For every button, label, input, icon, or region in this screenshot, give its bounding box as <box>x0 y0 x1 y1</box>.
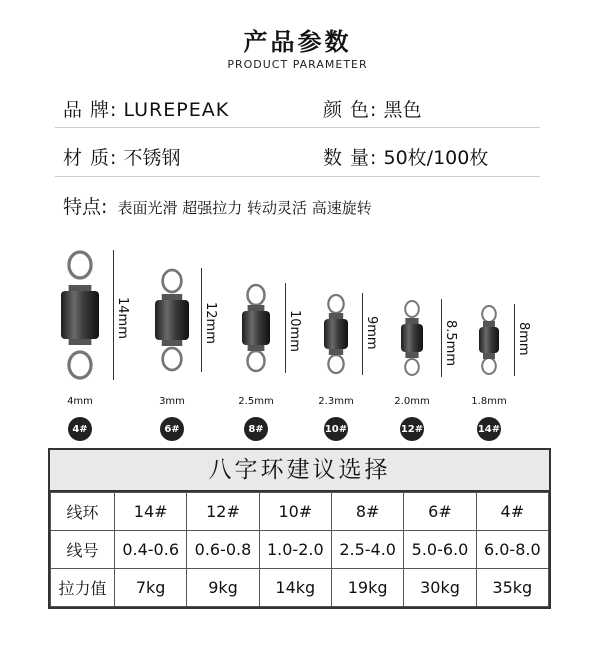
length-dimension-line <box>113 250 114 380</box>
size-badge: 6# <box>160 417 184 441</box>
table-cell: 14# <box>115 493 187 531</box>
length-label: 10mm <box>287 310 302 352</box>
length-label: 12mm <box>203 302 218 344</box>
row-label: 线号 <box>51 531 115 569</box>
size-badge: 10# <box>324 417 348 441</box>
table-cell: 19kg <box>331 569 403 607</box>
table-cell: 0.6-0.8 <box>187 531 259 569</box>
length-label: 8.5mm <box>443 320 458 367</box>
table-row <box>51 569 549 607</box>
table-cell: 10# <box>259 493 331 531</box>
swivel-image-6 <box>459 304 519 376</box>
length-dimension-line <box>201 268 202 372</box>
quantity-key: 数 量: <box>323 147 378 169</box>
table-row <box>51 531 549 569</box>
table-cell: 12# <box>187 493 259 531</box>
table-cell: 9kg <box>187 569 259 607</box>
row-label: 线环 <box>51 493 115 531</box>
table-cell: 0.4-0.6 <box>115 531 187 569</box>
table-cell: 14kg <box>259 569 331 607</box>
material-value: 不锈钢 <box>123 147 181 169</box>
material-key: 材 质: <box>63 147 118 169</box>
length-dimension-line <box>441 299 442 377</box>
length-dimension-line <box>362 293 363 375</box>
page-subtitle: PRODUCT PARAMETER <box>227 58 368 71</box>
width-label: 2.5mm <box>238 396 274 407</box>
width-label: 1.8mm <box>471 396 507 407</box>
table-cell: 7kg <box>115 569 187 607</box>
width-label: 3mm <box>159 396 185 407</box>
swivel-image-3 <box>226 283 286 373</box>
length-label: 14mm <box>115 297 130 339</box>
brand-value: LUREPEAK <box>123 99 230 121</box>
table-cell: 30kg <box>404 569 476 607</box>
length-dimension-line <box>514 304 515 376</box>
table-cell: 4# <box>476 493 548 531</box>
row-label: 拉力值 <box>51 569 115 607</box>
table-row <box>51 493 549 531</box>
color-value: 黑色 <box>383 99 422 121</box>
swivel-image-5 <box>382 299 442 377</box>
color-param <box>323 95 422 122</box>
width-label: 2.3mm <box>318 396 354 407</box>
length-dimension-line <box>285 283 286 373</box>
divider-1 <box>55 127 540 128</box>
quantity-param <box>323 143 488 170</box>
swivel-image-2 <box>142 268 202 372</box>
width-label: 4mm <box>67 396 93 407</box>
swivel-image-4 <box>306 293 366 375</box>
brand-param <box>63 95 229 122</box>
table-body <box>50 492 549 607</box>
size-badge: 14# <box>477 417 501 441</box>
features-param <box>63 192 372 219</box>
table-title: 八字环建议选择 <box>50 450 549 492</box>
table-cell: 5.0-6.0 <box>404 531 476 569</box>
brand-key: 品 牌: <box>63 99 118 121</box>
table-cell: 8# <box>331 493 403 531</box>
features-key: 特点: <box>63 196 108 218</box>
size-badge: 12# <box>400 417 424 441</box>
length-label: 9mm <box>364 316 379 350</box>
material-param <box>63 143 181 170</box>
length-label: 8mm <box>516 322 531 356</box>
color-key: 颜 色: <box>323 99 378 121</box>
swivel-image-1 <box>50 250 110 380</box>
table-cell: 2.5-4.0 <box>331 531 403 569</box>
table-cell: 35kg <box>476 569 548 607</box>
features-value: 表面光滑 超强拉力 转动灵活 高速旋转 <box>117 199 372 217</box>
width-label: 2.0mm <box>394 396 430 407</box>
recommendation-table <box>48 448 551 609</box>
table-cell: 6# <box>404 493 476 531</box>
page-title: 产品参数 <box>243 28 352 56</box>
size-badge: 4# <box>68 417 92 441</box>
table-cell: 6.0-8.0 <box>476 531 548 569</box>
table-cell: 1.0-2.0 <box>259 531 331 569</box>
divider-2 <box>55 176 540 177</box>
size-badge: 8# <box>244 417 268 441</box>
quantity-value: 50枚/100枚 <box>383 147 489 169</box>
